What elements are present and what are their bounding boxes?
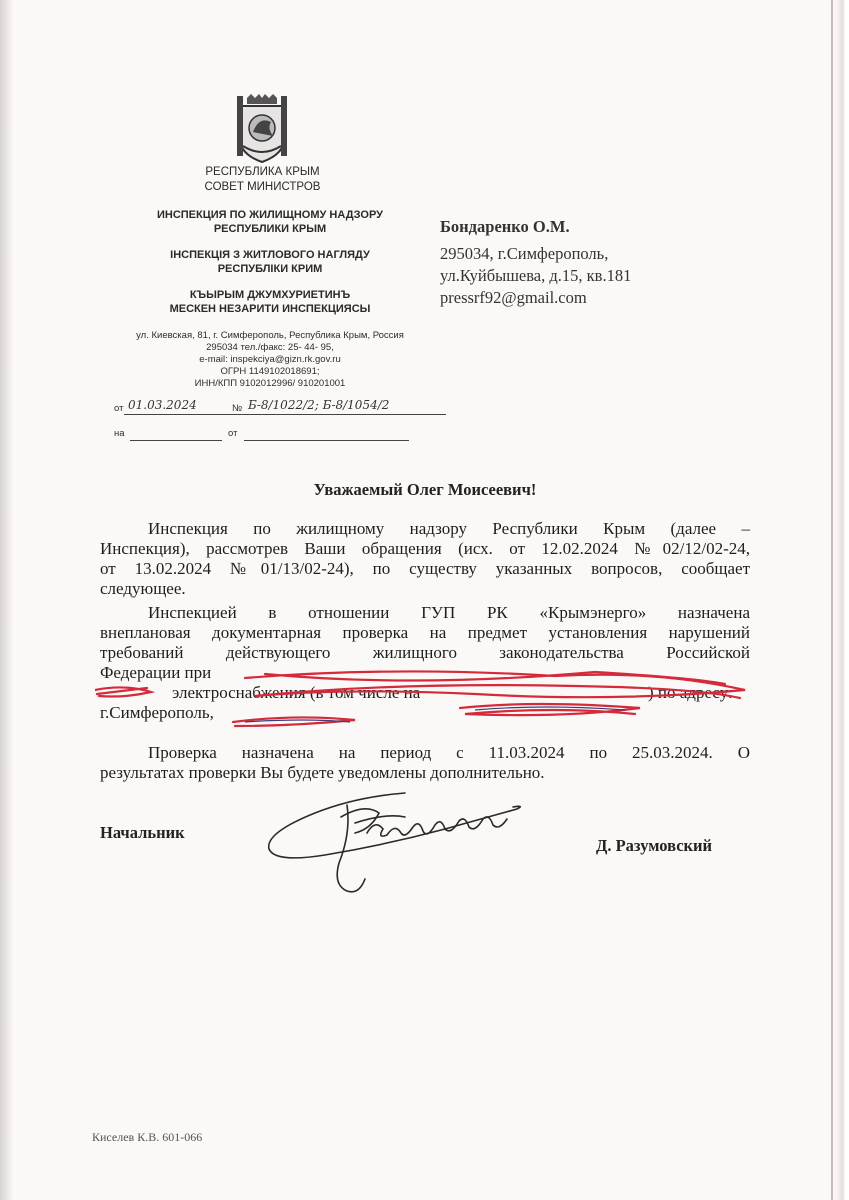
- recipient-city: 295034, г.Симферополь,: [440, 244, 609, 263]
- inspection-email: e-mail: inspekciya@gizn.rk.gov.ru: [199, 354, 341, 365]
- ref-number-label: №: [232, 403, 243, 414]
- inspection-ua-line2: РЕСПУБЛІКИ КРИМ: [217, 263, 323, 275]
- scan-edge-left: [0, 0, 14, 1200]
- p1-line: Инспекция), рассмотрев Ваши обращения (исх. от 12.02.2024 №02/12/02-24,: [100, 539, 750, 558]
- ref-number: Б-8/1022/2; Б-8/1054/2: [248, 398, 390, 412]
- executor-footer: Киселев К.В. 601-066: [92, 1130, 203, 1144]
- ref-on-from-label: от: [228, 428, 238, 439]
- p2-line: требований действующего жилищного законодательства Российской: [100, 643, 750, 662]
- p2-line5-start: электроснабжения (в том числе на: [172, 683, 421, 702]
- inspection-crh-line1: КЪЫРЫМ ДЖУМХУРИЕТИНЪ: [189, 289, 351, 301]
- greeting: Уважаемый Олег Моисеевич!: [313, 480, 537, 499]
- inspection-ru-line1: ИНСПЕКЦИЯ ПО ЖИЛИЩНОМУ НАДЗОРУ: [156, 209, 384, 221]
- p2-line: внеплановая документарная проверка на предмет установления нарушений: [100, 623, 750, 642]
- paragraph-1: [100, 519, 750, 599]
- council-heading: СОВЕТ МИНИСТРОВ: [204, 181, 321, 193]
- p1-line: следующее.: [100, 579, 186, 598]
- p2-line4: Федерации при: [100, 663, 212, 682]
- republic-heading: РЕСПУБЛИКА КРЫМ: [205, 166, 320, 178]
- inspection-phone: 295034 тел./факс: 25- 44- 95,: [206, 342, 334, 353]
- p3-line: Проверка назначена на период с 11.03.2024 по 25.03.2024. О: [148, 743, 750, 762]
- recipient-email: pressrf92@gmail.com: [440, 288, 587, 307]
- crimea-coat-of-arms-icon: [229, 92, 295, 164]
- reference-line: [114, 398, 444, 416]
- inspection-ua-line1: ІНСПЕКЦІЯ З ЖИТЛОВОГО НАГЛЯДУ: [170, 249, 370, 261]
- inspection-ogrn: ОГРН 1149102018691;: [220, 366, 320, 377]
- inspection-ru-line2: РЕСПУБЛИКИ КРЫМ: [213, 223, 327, 235]
- inspection-inn: ИНН/КПП 9102012996/ 910201001: [194, 378, 346, 389]
- ref-from-label: от: [114, 403, 124, 414]
- recipient-street: ул.Куйбышева, д.15, кв.181: [440, 266, 632, 285]
- p2-line6: г.Симферополь,: [100, 703, 214, 722]
- p3-line: результатах проверки Вы будете уведомлены дополнительно.: [100, 763, 545, 782]
- signatory-title: Начальник: [100, 823, 185, 842]
- ref-date: 01.03.2024: [128, 398, 197, 412]
- inspection-address: ул. Киевская, 81, г. Симферополь, Республика Крым, Россия: [136, 330, 404, 341]
- paragraph-2: [100, 603, 750, 663]
- inspection-crh-line2: МЕСКЕН НЕЗАРИТИ ИНСПЕКЦИЯСЫ: [169, 303, 371, 315]
- signatory-name: Д. Разумовский: [596, 836, 713, 855]
- recipient-name: Бондаренко О.М.: [440, 217, 570, 236]
- p2-line5-end: ) по адресу:: [648, 683, 733, 702]
- p1-line: от 13.02.2024 №01/13/02-24), по существу указанных вопросов, сообщает: [100, 559, 750, 578]
- handwritten-signature: [255, 783, 535, 903]
- paragraph-3: [100, 743, 750, 783]
- p1-line: Инспекция по жилищному надзору Республики Крым (далее –: [148, 519, 750, 538]
- scan-edge-right: [829, 0, 849, 1200]
- ref-on-label: на: [114, 428, 125, 439]
- p2-line: Инспекцией в отношении ГУП РК «Крымэнерго» назначена: [148, 603, 750, 622]
- reference-on-line: [114, 426, 414, 442]
